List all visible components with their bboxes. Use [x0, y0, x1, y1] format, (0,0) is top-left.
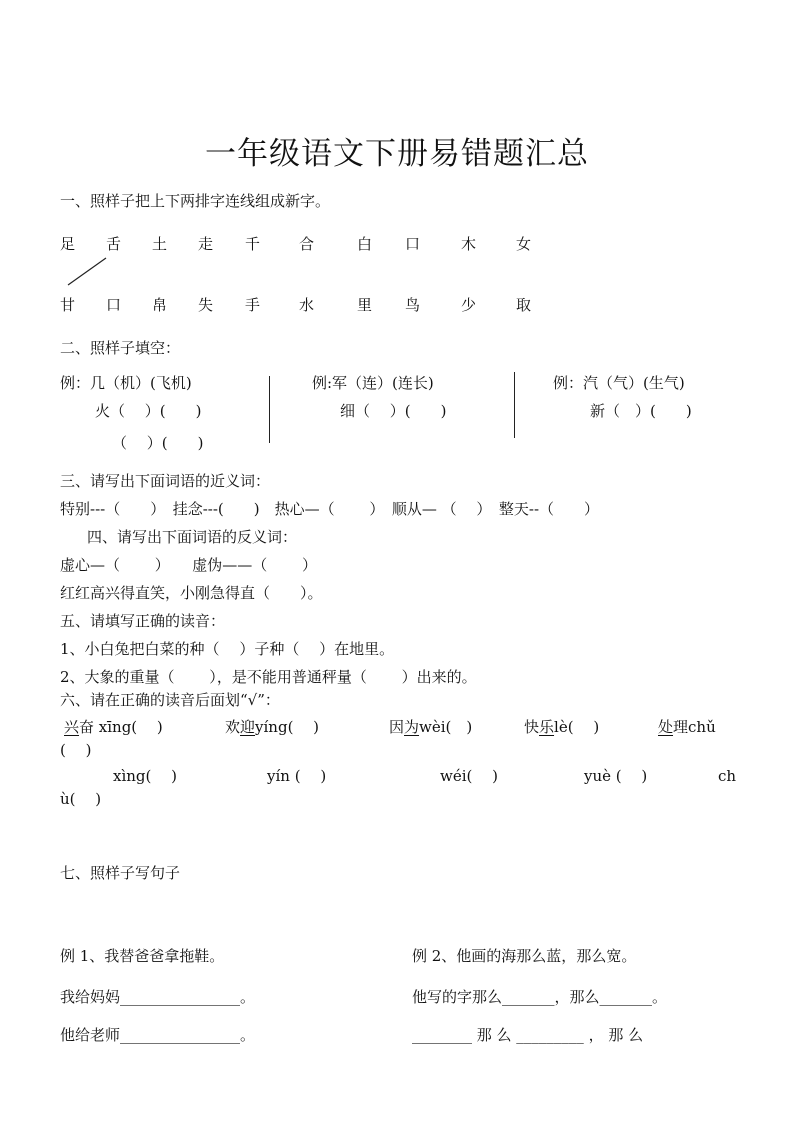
top-char: 木 — [461, 235, 477, 253]
q6-wrap: ( ) — [60, 741, 92, 759]
q6-alt-reading: xìng( ) — [113, 767, 177, 785]
underlined-char: 处 — [658, 718, 674, 736]
q6-alt-reading: yín ( ) — [267, 767, 327, 785]
q6-heading: 六、请在正确的读音后面划“√”： — [60, 691, 280, 709]
bottom-char: 手 — [245, 296, 261, 314]
page-title: 一年级语文下册易错题汇总 — [205, 136, 589, 172]
underlined-char: 为 — [404, 718, 420, 736]
q6-alt-reading: ch — [718, 767, 737, 785]
top-char: 足 — [60, 235, 76, 253]
q6-alt-reading: wéi( ) — [440, 767, 498, 785]
q5-line2: 2、大象的重量（ ），是不能用普通秤量（ ）出来的。 — [60, 668, 477, 686]
q6-wrap: ù( ) — [60, 790, 102, 808]
bottom-char: 失 — [198, 296, 214, 314]
q2-heading: 二、照样子填空： — [60, 339, 181, 357]
underlined-char: 迎 — [240, 718, 256, 736]
top-char: 千 — [245, 235, 261, 253]
underlined-char: 乐 — [539, 718, 555, 736]
q5-heading: 五、请填写正确的读音： — [60, 612, 226, 630]
q7-blank-line: 他写的字那么_______，那么_______。 — [412, 988, 668, 1006]
q6-item-rest: lè( ) — [554, 718, 600, 736]
q5-line1: 1、小白兔把白菜的种（ ）子种（ ）在地里。 — [60, 640, 395, 658]
q4-heading: 四、请写出下面词语的反义词： — [87, 528, 298, 546]
q6-alt-reading: yuè ( ) — [584, 767, 648, 785]
q6-item — [64, 718, 163, 736]
q6-item — [658, 718, 716, 736]
top-char: 舌 — [106, 235, 122, 253]
underlined-char: 兴 — [64, 718, 80, 736]
bottom-char: 水 — [299, 296, 315, 314]
q4-line1: 虚心—（ ） 虚伪——（ ） — [60, 556, 318, 574]
q2-col2-example: 例:军（连）(连长) — [312, 374, 434, 392]
q3-line: 特别---（ ） 挂念---( ) 热心—（ ） 顺从— （ ） 整天--（ ） — [60, 500, 600, 518]
bottom-char: 鸟 — [405, 296, 421, 314]
q2-col1-example: 例：几（机）(飞机) — [60, 374, 192, 392]
q2-col3-item: 新（ ）( ) — [590, 402, 692, 420]
q7-blank-line: ________ 那 么 _________ ， 那 么 — [412, 1026, 644, 1044]
bottom-char: 取 — [516, 296, 532, 314]
q6-item-pre: 快 — [524, 718, 540, 736]
bottom-char: 帛 — [152, 296, 168, 314]
top-char: 口 — [405, 235, 421, 253]
q6-item — [225, 718, 319, 736]
q6-item-pre: 因 — [389, 718, 405, 736]
q6-item — [524, 718, 599, 736]
q7-blank-line: 他给老师________________。 — [60, 1026, 256, 1044]
bottom-char: 少 — [461, 296, 477, 314]
q2-col1-item: 火（ ）( ) — [95, 402, 202, 420]
q2-col2-item: 细（ ）( ) — [340, 402, 447, 420]
q6-item-rest: yíng( ) — [255, 718, 320, 736]
q2-col1-item: （ ）( ) — [112, 434, 204, 452]
column-divider — [514, 372, 515, 438]
q4-line2: 红红高兴得直笑，小刚急得直（ ）。 — [60, 584, 323, 602]
bottom-char: 口 — [106, 296, 122, 314]
bottom-char: 里 — [357, 296, 373, 314]
q2-col3-example: 例：汽（气）(生气) — [553, 374, 685, 392]
column-divider — [269, 376, 270, 443]
q7-example1: 例 1、我替爸爸拿拖鞋。 — [60, 947, 225, 965]
q7-example2: 例 2、他画的海那么蓝，那么宽。 — [412, 947, 637, 965]
q6-item-rest: wèi( ) — [419, 718, 473, 736]
q3-heading: 三、请写出下面词语的近义词： — [60, 472, 271, 490]
top-char: 走 — [198, 235, 214, 253]
q6-item-rest: 理chǔ — [673, 718, 716, 736]
q7-heading: 七、照样子写句子 — [60, 864, 181, 882]
q6-item-pre: 欢 — [225, 718, 241, 736]
bottom-char: 甘 — [60, 296, 76, 314]
top-char: 合 — [299, 235, 315, 253]
top-char: 女 — [516, 235, 532, 253]
q1-heading: 一、照样子把上下两排字连线组成新字。 — [60, 192, 331, 210]
top-char: 白 — [357, 235, 373, 253]
q6-item — [389, 718, 472, 736]
top-char: 土 — [152, 235, 168, 253]
q6-item-rest: 奋 xīng( ) — [79, 718, 163, 736]
q7-blank-line: 我给妈妈________________。 — [60, 988, 256, 1006]
